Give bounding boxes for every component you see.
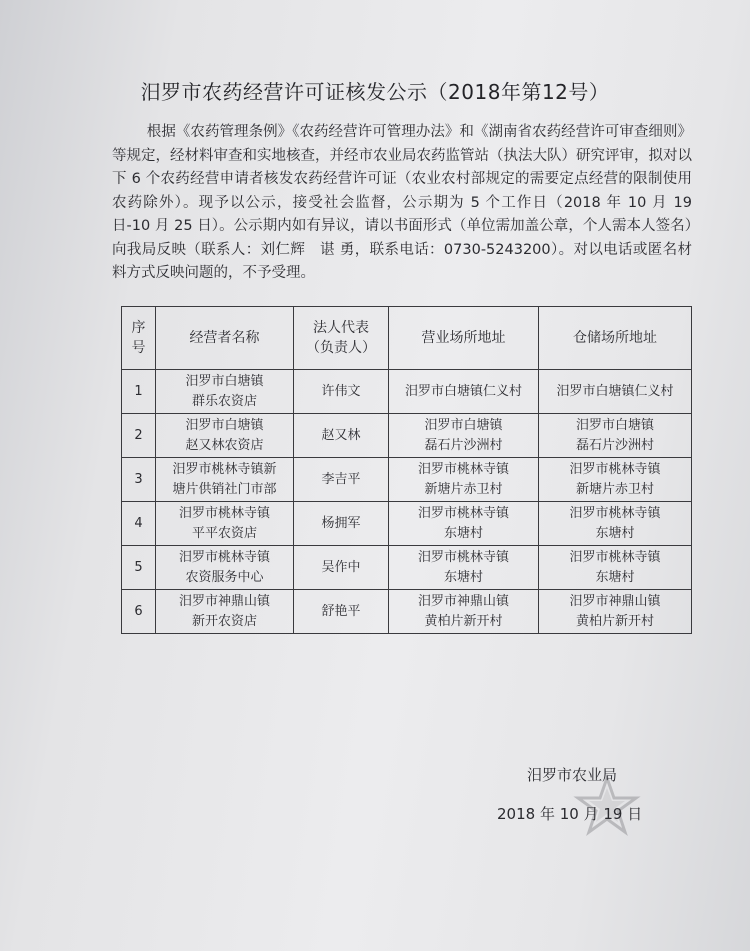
cell-serial: 4	[122, 502, 156, 546]
issuing-authority: 汨罗市农业局	[527, 766, 618, 784]
cell-operator-name: 汨罗市桃林寺镇 平平农资店	[156, 502, 294, 546]
cell-business-address: 汨罗市桃林寺镇 东塘村	[389, 546, 539, 590]
cell-legal-representative: 赵又林	[294, 414, 389, 458]
header-business-address: 营业场所地址	[389, 307, 539, 370]
permit-table	[121, 306, 692, 634]
cell-legal-representative: 许伟文	[294, 370, 389, 414]
table-row	[122, 458, 692, 502]
cell-operator-name: 汨罗市神鼎山镇 新开农资店	[156, 590, 294, 634]
cell-storage-address: 汨罗市白塘镇仁义村	[539, 370, 692, 414]
cell-storage-address: 汨罗市白塘镇 磊石片沙洲村	[539, 414, 692, 458]
cell-business-address: 汨罗市白塘镇 磊石片沙洲村	[389, 414, 539, 458]
cell-operator-name: 汨罗市白塘镇 群乐农资店	[156, 370, 294, 414]
header-storage-address: 仓储场所地址	[539, 307, 692, 370]
cell-business-address: 汨罗市神鼎山镇 黄柏片新开村	[389, 590, 539, 634]
table-row	[122, 546, 692, 590]
notice-body	[112, 121, 692, 286]
cell-business-address: 汨罗市白塘镇仁义村	[389, 370, 539, 414]
table-row	[122, 590, 692, 634]
issue-date: 2018 年 10 月 19 日	[497, 805, 643, 823]
table-row	[122, 414, 692, 458]
cell-operator-name: 汨罗市桃林寺镇新 塘片供销社门市部	[156, 458, 294, 502]
cell-legal-representative: 舒艳平	[294, 590, 389, 634]
cell-serial: 2	[122, 414, 156, 458]
header-legal-representative: 法人代表 （负责人）	[294, 307, 389, 370]
cell-serial: 5	[122, 546, 156, 590]
cell-serial: 1	[122, 370, 156, 414]
cell-operator-name: 汨罗市白塘镇 赵又林农资店	[156, 414, 294, 458]
header-operator-name: 经营者名称	[156, 307, 294, 370]
cell-serial: 6	[122, 590, 156, 634]
table-header-row	[122, 307, 692, 370]
cell-serial: 3	[122, 458, 156, 502]
cell-operator-name: 汨罗市桃林寺镇 农资服务中心	[156, 546, 294, 590]
cell-legal-representative: 吴作中	[294, 546, 389, 590]
notice-paragraph: 根据《农药管理条例》《农药经营许可管理办法》和《湖南省农药经营许可审查细则》等规定，经材料审查和实地核查，并经市农业局农药监管站（执法大队）研究评审，拟对以下 6 个农药经营申请者核发农药经营许可证（农业农村部规定的需要定点经营的限制使用农药除外）。现予以公示，接受社会监督，公示期为 5 个工作日（2018 年 10 月 19 日-10 月 25 日）。公示期内如有异议，请以书面形式（单位需加盖公章，个人需本人签名）向我局反映（联系人：刘仁辉 谌 勇，联系电话：0730-5243200）。对以电话或匿名材料方式反映问题的，不予受理。	[112, 124, 692, 281]
cell-storage-address: 汨罗市桃林寺镇 新塘片赤卫村	[539, 458, 692, 502]
cell-legal-representative: 李吉平	[294, 458, 389, 502]
cell-business-address: 汨罗市桃林寺镇 东塘村	[389, 502, 539, 546]
cell-storage-address: 汨罗市神鼎山镇 黄柏片新开村	[539, 590, 692, 634]
cell-storage-address: 汨罗市桃林寺镇 东塘村	[539, 546, 692, 590]
cell-storage-address: 汨罗市桃林寺镇 东塘村	[539, 502, 692, 546]
table-row	[122, 502, 692, 546]
cell-legal-representative: 杨拥军	[294, 502, 389, 546]
table-row	[122, 370, 692, 414]
cell-business-address: 汨罗市桃林寺镇 新塘片赤卫村	[389, 458, 539, 502]
header-serial: 序 号	[122, 307, 156, 370]
document-title: 汨罗市农药经营许可证核发公示（2018年第12号）	[140, 80, 610, 104]
